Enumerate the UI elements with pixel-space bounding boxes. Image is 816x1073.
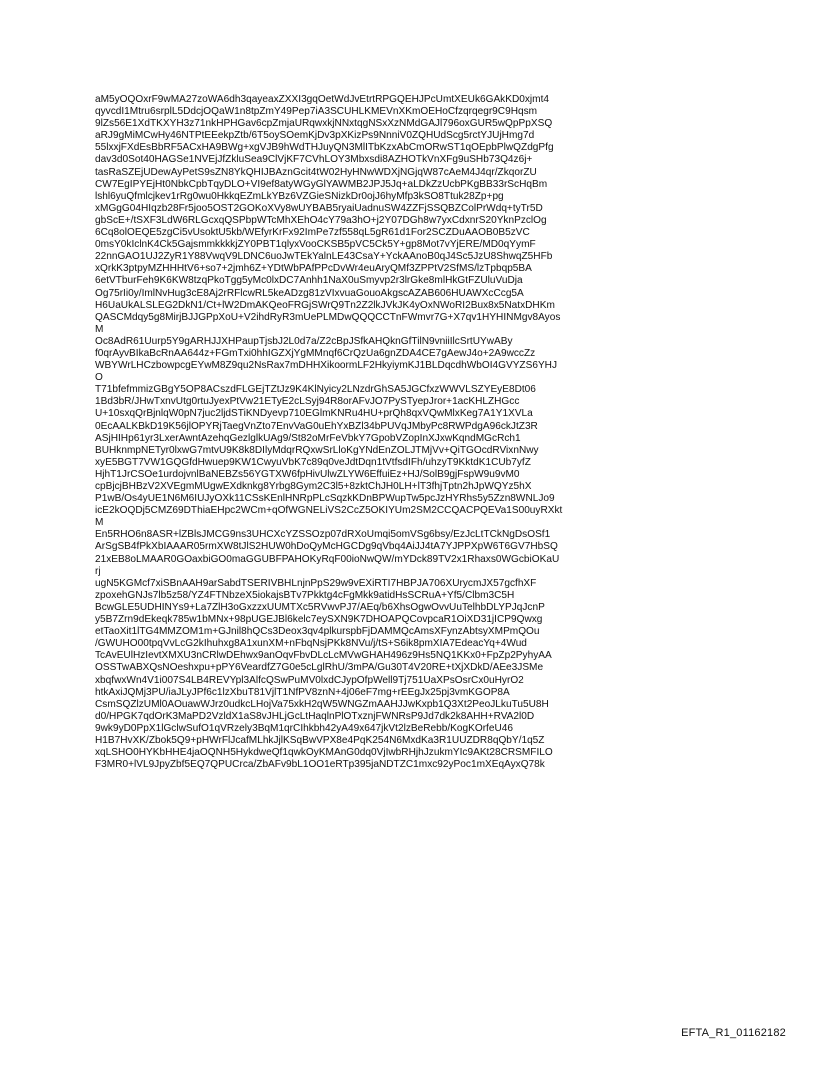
- text-line: aRJ9gMiMCwHy46NTPtEEekpZtb/6T5oySOemKjDv3pXKizPs9NnniV0ZQHUdScg5rctYJUjHmg7d: [95, 130, 535, 142]
- text-line: HjhT1JrCSOe1urdojvnlBaNEBZs56YGTXW6fpHivUlwZLYW6EffuiEz+HJ/SolB9gjFspW9u9vM0: [95, 468, 520, 480]
- text-line: d0/HPGK7qdOrK3MaPD2VzldX1aS8vJHLjGcLtHaqlnPlOTxznjFWNRsP9Jd7dk2k8AHH+RVA2l0D: [95, 710, 535, 722]
- text-line: 9lZs56E1XdTKXYH3z71nkHPHGav6cpZmjaURqwxkjNNxtqgNSxXzNMdGAJl796oxGUR5wQpPpXSQ: [95, 118, 553, 130]
- text-line: Oc8AdR61Uurp5Y9gARHJJXHPaupTjsbJ2L0d7a/Z2cBpJSfkAHQknGfTilN9vniiIlcSrtUYwABy: [95, 335, 513, 347]
- text-line: xbqfwxWn4V1i007S4LB4REVYpl3AlfcQSwPuMV0lxdCJypOfpWell9Tj751UaXPsOsrCx0uHyrO2: [95, 674, 524, 686]
- text-line: aM5yOQOxrF9wMA27zoWA6dh3qayeaxZXXI3gqOetWdJvEtrtRPGQEHJPcUmtXEUk6GAkKD0xjmt4: [95, 94, 549, 105]
- text-line: 0msY0kIclnK4Ck5GajsmmkkkkjZY0PBT1qlyxVooCKSB5pVC5Ck5Y+gp8Mot7vYjERE/MD0qYymF: [95, 239, 536, 251]
- text-line: H6UaUkALSLEG2DkN1/Ct+lW2DmAKQeoFRGjSWrQ9Tn2Z2lkJVkJK4yOxNWoRI2Bux8x5NatxDHKm: [95, 299, 555, 311]
- text-line: icE2kOQDj5CMZ69DThiaEHpc2WCm+qOfWGNELiVS2CcZ5OKIYUm2SM2CCQACPQEVa1S00uyRXkt: [95, 505, 563, 517]
- text-line: Og75rIi0y/ImlNvHug3cE8Aj2rRFlcwRL5keADzg81zVIxvuaGouoAkgscAZAB606HUAWXcCcg5A: [95, 287, 524, 299]
- text-line: 22nnGAO1UJ2ZyR1Y88VwqV9LDNC6uoJwTEkYalnLE43CsaY+YckAAnoB0qJ4Sc5JzU8ShwqZ5HFb: [95, 251, 553, 263]
- text-line: lshl6yuQfmlcjkev1rRg0wu0HkkqEZmLkYBz6VZGieSNizkDr0ojJ6hyMfp3kSO8Ttuk28Zp+pg: [95, 190, 504, 202]
- text-line: TcAvEUlHzIevtXMXU3nCRlwDEhwx9anOqvFbvDLcLcMVwGHAH496z9Hs5NQ1KKx0+FpZp2PyhyAA: [95, 650, 552, 662]
- text-line: rj: [95, 565, 101, 577]
- text-line: /GWUHO00tpqVvLcG2kIhuhxg8A1xunXM+nFbqNsjPKk8NVu/j/tS+S6ik8pmXIA7EdeacYq+4Wud: [95, 638, 527, 650]
- text-line: 6etVTburFeh9K6KW8tzqPkoTgg5yMc0lxDC7Anhh1NaX0uSmyvp2r3lrGke8mlHkGtFZUluVuDja: [95, 275, 523, 287]
- text-line: U+10sxqQrBjnlqW0pN7juc2ljdSTiKNDyevp710EGlmKNRu4HU+prQh8qxVQwMlxKeg7A1Y1XVLa: [95, 408, 533, 420]
- text-line: H1B7HvXK/Zbok5Q9+pHWrFlJcafMLhkJjlKSqBwVPX8e4PqK254N6MxdKa3R1UUZDR8qQbY/1q5Z: [95, 734, 545, 746]
- text-line: qyvcdI1Mtru6srplL5DdcjOQaW1n8tpZmY49Pep7iA3SCUHLKMEVnXKmOEHoCfzqrqegr9C9Hqsm: [95, 106, 538, 118]
- text-line: M: [95, 517, 104, 529]
- text-line: BUHknmpNETyr0lxwG7mtvU9K8k8DIlyMdqrRQxwSrLloKgYNdEnZOLJTMjVv+QiTGOcdRVixnNwy: [95, 444, 539, 456]
- text-line: 9wk9yD0PpX1lGclwSufO1qVRzely3BqM1qrCIhkbh42yA49x647jkVt2lzBeRebb/KogKOrfeU46: [95, 722, 513, 734]
- text-line: T71bfefmmizGBgY5OP8ACszdFLGEjTZtJz9K4KlNyicy2LNzdrGhSA5JGCfxzWWVLSZYEyE8Dt06: [95, 384, 536, 396]
- text-line: xyE5BGT7VW1GQGfdHwuep9KW1CwyuVbK7c89q0veJdtDqn1tVtfsdIFh/uhzyT9KktdK1CUb7yfZ: [95, 456, 531, 468]
- text-line: BcwGLE5UDHINYs9+La7ZlH3oGxzzxUUMTXc5RVwvPJ7/AEq/b6XhsOgwOvvUuTelhbDLYPJqJcnP: [95, 601, 545, 613]
- text-line: tasRaSZEjUDewAyPetS9sZN8YkQHIJBAznGcit4tW02HyHNwWDXjNGjqW87cAeM4J4qr/ZkqorZU: [95, 166, 537, 178]
- text-line: M: [95, 323, 104, 335]
- text-line: gbScE+/tSXF3LdW6RLGcxqQSPbpWTcMhXEhO4cY79a3hO+j2Y07DGh8w7yxCdxnrS20YknPzclOg: [95, 214, 547, 226]
- text-line: 55lxxjFXdEsBbRF5ACxHA9BWg+xgVJB9hWdTHJuyQN3MlITbKzxAbCmORwST1qOEpbPlwQZdgPfg: [95, 142, 554, 154]
- text-line: OSSTwABXQsNOeshxpu+pPY6VeardfZ7G0e5cLglRhU/3mPA/Gu30T4V20RE+tXjXDkD/AEe3JSMe: [95, 662, 544, 674]
- text-line: ArSgSB4fPkXbIAAAR05rmXW8tJlS2HUW0hDoQyMcHGCDg9qVbq4AiJJ4tA7YJPPXpW6T6GV7HbSQ: [95, 541, 558, 553]
- text-line: xMGgG04HIqzb28Fr5joo5OST2GOKoXVy8wUYBAB5ryaiUadnuSW4ZZFjSSQBZColPrWdq+tyTr5D: [95, 202, 543, 214]
- text-line: 21xEB8oLMAAR0GOaxbiGO0maGGUBFPAHOKyRqF00ioNwQW/mYDck89TV2x1Rhaxs0WGcbiOKaU: [95, 553, 560, 565]
- text-line: F3MR0+lVL9JpyZbf5EQ7QPUCrca/ZbAFv9bL1OO1eRTp395jaNDTZC1mxc92yPoc1mXEqAyxQ78k: [95, 759, 545, 771]
- text-line: dav3d0Sot40HAGSe1NVEjJfZkluSea9ClVjKF7CVhLOY3Mbxsdi8AZHOTkVnXFg9uSHb73Q4z6j+: [95, 154, 533, 166]
- encoded-text-block: [95, 94, 735, 771]
- text-line: QASCMdqy5g8MirjBJJGPpXoU+V2ihdRyR3mUePLMDwQQQCCTnFWmvr7G+X7qv1HYHINMgv8Ayos: [95, 311, 561, 323]
- text-line: f0qrAyvBIkaBcRnAA644z+FGmTxi0hhIGZXjYgMMnqf6CrQzUa6gnZDA4CE7gAewJ4o+2A9wccZz: [95, 347, 536, 359]
- text-line: 0EcAALKBkD19K56jlOPYRjTaegVnZto7EnvVaG0uEhYxBZl34bPUVqJMbyPc8RWPdgA96ckJtZ3R: [95, 420, 538, 432]
- text-line: htkAxiJQMj3PU/iaJLyJPf6c1lzXbuT81VjlT1NfPV8znN+4j06eF7mg+rEEgJx25pj3vmKGOP8A: [95, 686, 510, 698]
- text-line: y5B7Zrn9dEkeqk785w1bMNx+98pUGEJBl6kelc7eySXN9K7DHOAPQCovpcaR1OiXD31jICP9Qwxg: [95, 614, 543, 626]
- text-line: ugN5KGMcf7xiSBnAAH9arSabdTSERIVBHLnjnPpS29w9vEXiRTI7HBPJA706XUrycmJX57gcfhXF: [95, 577, 537, 589]
- text-line: xQrkK3ptpyMZHHHtV6+so7+2jmh6Z+YDtWbPAfPPcDvWr4euAryQMf3ZPPtV2SfMS/lzTpbqp5BA: [95, 263, 532, 275]
- text-line: cpBjcjBHBzV2XVEgmMUgwEXdknkg8Yrbg8Gym2C3l5+8zktChJH0LH+lT3fhjTptn2hJpWQYz5hX: [95, 481, 532, 492]
- text-line: En5RHO6n8ASR+lZBlsJMCG9ns3UHCXcYZSSOzp07dRXoUmqi5omVSg6bsy/EzJcLtTCkNgDsOSf1: [95, 529, 551, 541]
- document-id-footer: EFTA_R1_01162182: [681, 1027, 786, 1039]
- text-line: etTaoXit1lTG4MMZOM1m+GJnil8hQCs3Deox3qv4plkurspbFjDAMMQcAmsXFynzAbtsyXMPmQOu: [95, 626, 540, 638]
- text-line: P1wB/Os4yUE1N6M6IUJyOXk11CSsKEnlHNRpPLcSqzkKDnBPWupTw5pcJzHYRhs5y5Zzn8WNLJo9: [95, 493, 555, 505]
- text-line: WBYWrLHCzbowpcgEYwM8Z9qu2NsRax7mDHHXikoormLF2HkyiymKJ1BLDqcdhWbOI4GVYZS6YHJ: [95, 360, 558, 372]
- text-line: ASjHIHp61yr3LxerAwntAzehqGezlglkUAg9/St82oMrFeVbkY7GpobVZopInXJxwKqndMGcRch1: [95, 432, 521, 444]
- text-line: CW7EgIPYEjHt0NbkCpbTqyDLO+VI9ef8atyWGyGlYAWMB2JPJ5Jq+aLDkZzUcbPKgBB33rScHqBm: [95, 178, 548, 190]
- text-line: 6Cq8olOEQE5zgCi5vUsoktU5kb/WEfyrKrFx92ImPe7zf558qL5gR61d1For2SCZDuAAOB0B5zVC: [95, 227, 530, 239]
- text-line: O: [95, 372, 103, 384]
- text-line: CsmSQZlzUMl0AOuawWJrz0udkcLHojVa75xkH2qW5WNGZmAAHJJwKxpb1Q3Xt2PeoJLkuTu5U8H: [95, 698, 549, 710]
- text-line: zpoxehGNJs7lb5z58/YZ4FTNbzeX5iokajsBTv7Pkktg4cFgMkk9atidHsSCRuA+Yf5/Clbm3C5H: [95, 589, 515, 601]
- text-line: 1Bd3bR/JHwTxnvUtg0rtuJyexPtVw21ETyE2cLSyj94R8orAFvJO7PySTyepJror+1acKHLZHGcc: [95, 396, 520, 408]
- text-line: xqLSHO0HYKbHHE4jaOQNH5HykdweQf1qwkOyKMAnG0dq0VjIwbRHjhJzukmYIc9AKt28CRSMFILO: [95, 747, 553, 759]
